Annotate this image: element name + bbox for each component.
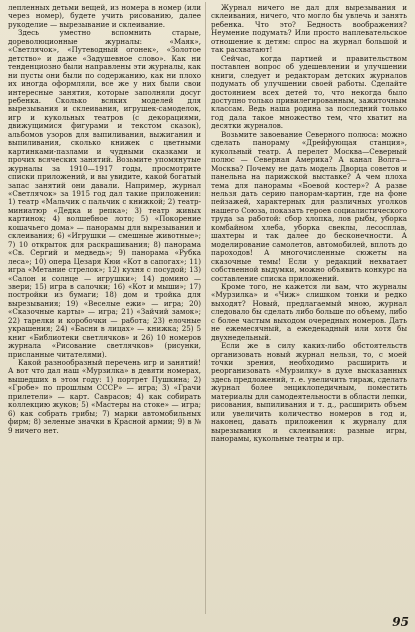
paragraph: Кроме того, не кажется ли вам, что журналы «Мурзилка» и «Чиж» слишком тонки и редко выходят? Новый, предлагаемый мною, журнал следовало бы сделать либо больше по объему, либо с более частым выходом очередных номеров. Дать не ежемесячный, а ежедекадный или хотя бы двухнедельный. (211, 281, 407, 342)
paragraph: Журнал ничего не дал для вырезывания и склеивания, ничего, что могло бы увлечь и занять ребенка. Что это? Бедность воображения? Неумение подумать? Или просто наплевательское отношение к детям: спрос на журнал большой и так расхватают! (211, 3, 407, 55)
paragraph: Сейчас, когда партией и правительством поставлен вопрос об удешевлении и улучшении книги, следует и редакторам детских журналов подумать об улучшении своей работы. Сделайте достоянием всех детей то, что некогда было доступно только привилегированным, зажиточным классам. Ведь наша родина за последний только год дала такое множество тем, что хватит на десятки журналов. (211, 53, 407, 131)
column-divider (205, 2, 206, 614)
paragraph: Если же в силу каких-либо обстоятельств организовать новый журнал нельзя, то, с моей точки зрения, необходимо расширить и реорганизовать «Мурзилку» в духе высказанных здесь предложений, т. е. увеличить тираж, сделать журнал более энциклопедичным, поместить материалы для самодеятельности в области лепки, рисования, выпиливания и т. д., расширить объем или увеличить количество номеров в год и, наконец, давать приложения к журналу для вырезывания и склеивания: разные игры, панорамы, кукольные театры и пр. (211, 341, 407, 444)
paragraph: Здесь уместно вспомнить старые, дореволюционные журналы: «Маяк», «Светлячок», «Путеводный огонек», «Золотое детство» и даже «Задушевное слово». Как ни тенденциозно были направлены эти журналы, как ни пусты они были по содержанию, как ни плохо их иногда оформляли, все же у них были свои интересные занятия, которые заполняли досуг ребенка. Сколько всяких моделей для вырезывания и склеивания, игрушек-самоделок, игр и кукольных театров (с декорациями, движущимися фигурами и текстом сказок), альбомов узоров для выпиливания, выжигания и выпиливания, сколько книжек с цветными картинками-пазлами и чудными сказками и прочих всяческих занятий. Возьмите упомянутые журналы за 1910—1917 годы, просмотрите списки приложений, и вы увидите, какой богатый запас занятий они давали. Например, журнал «Светлячок» за 1915 год дал такие приложения: 1) театр «Мальчик с пальчик с книжкой; 2) театр-миниатюр «Дедка и репка»; 3) театр живых картинок; 4) волшебное лото; 5) «Покорение кошачьего дома» — панорамы для вырезывания и склеивания; 6) «Игрушки — смешные животные»; 7) 10 открыток для раскрашивания; 8) панорама «Св. Сергий и медведь»; 9) панорама «Рубка леса»; 10) опера Цезаря Кюи «Кот в сапогах»; 11) игра «Метание стрелок»; 12) кухня с посудой; 13) «Салон и солнце — игрушки»; 14) домино — звери; 15) игра в салочки; 16) «Кот и мыши»; 17) постройки из бумаги; 18) дом и тройка для вырезывания; 19) «Веселые ежи» — игра; 20) «Сказочные карты» — игра; 21) «Зайчий замок»; 22) тарелки и коробочки — работа; 23) елочные украшения; 24) «Басни в лицах» — книжка; 25) 5 книг «Библиотеки светлячков» и 26) 10 номеров журнала «Рисование светлячков» (рисунки, присланные читателями). (8, 28, 201, 359)
right-column (211, 4, 407, 444)
page-number: 95 (392, 615, 409, 629)
paragraph: лепленных детьми вещей, из номера в номер (или через номер), будете учить рисованию, далее рукоделие — вырезывание и склеивание. (8, 3, 201, 29)
paragraph: Возьмите завоевание Северного полюса: можно сделать панораму «Дрейфующая станция», кукольный театр. А перелет Москва—Северный полюс — Северная Америка? А канал Волга—Москва? Почему не дать модель Дворца советов и панельна на парижской выставке? А чем плоха тема для панорамы «Боевой костер»? А разве нельзя дать серию панорам-картин, где на фоне пейзажей, характерных для различных уголков нашего Союза, показать героев социалистического труда за работой: сбор хлопка, лов рыбы, уборка комбайном хлеба, уборка свеклы, лесосплав, шахтеры и так далее до бесконечности. А моделирование самолетов, автомобилей, вплоть до пароходов! А многочисленные сюжеты на сказочные темы! Если у редакций нехватает собственной выдумки, можно объявить конкурс на составление списка приложений. (211, 129, 407, 283)
paragraph: Какой разнообразный перечень игр и занятий! А вот что дал наш «Мурзилка» в девяти номерах, вышедших в этом году: 1) портрет Пушкина; 2) «Гробе» по прошлым СССР» — игра; 3) «Грачи прилетели» — карт. Саврасов; 4) как собирать коллекцию жуков; 5) «Мастеры на стоке» — игра; 6) как собрать грибы; 7) марки автомобильных фирм; 8) зеленые значки в Красной армии; 9) в № 9 ничего нет. (8, 358, 201, 435)
left-column (8, 4, 201, 435)
